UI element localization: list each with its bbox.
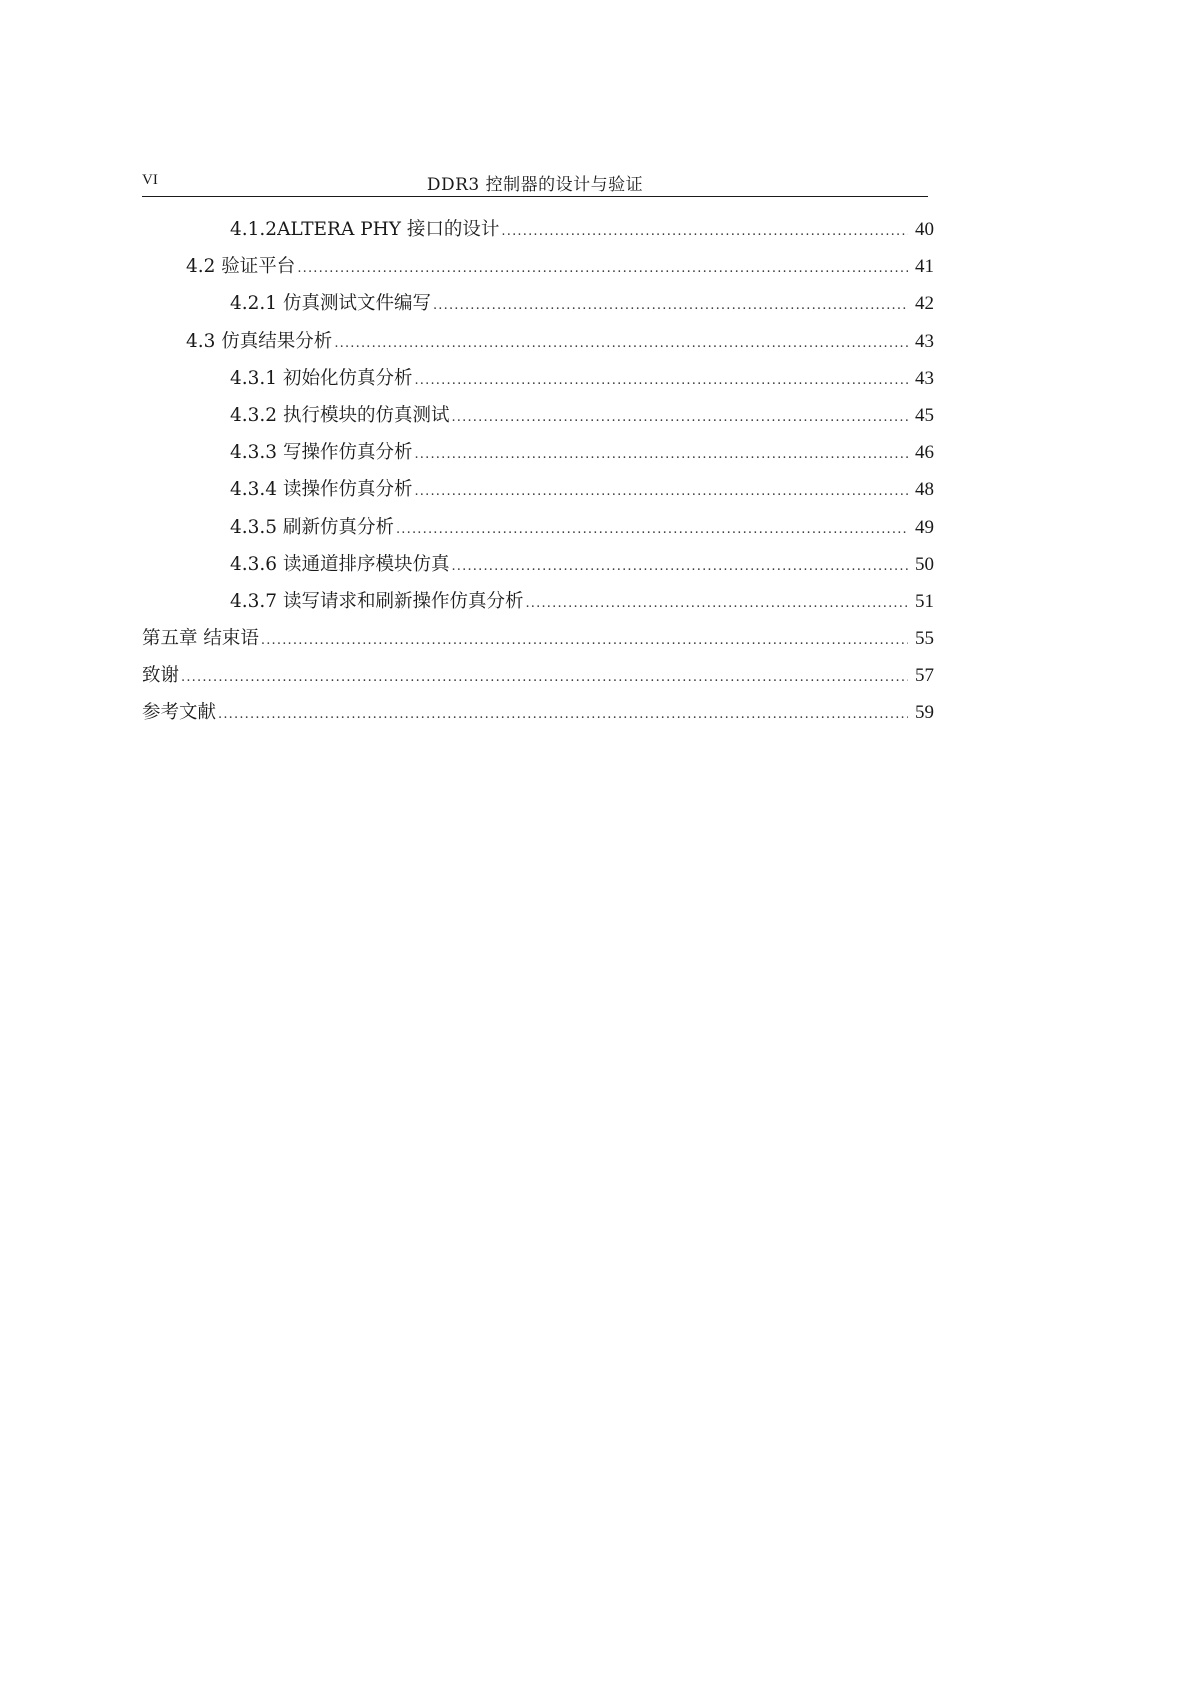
toc-entry[interactable] bbox=[142, 438, 934, 475]
toc-dot-leader bbox=[181, 670, 908, 685]
toc-dot-leader bbox=[297, 261, 908, 276]
toc-entry-label: 4.3.5 刷新仿真分析 bbox=[230, 516, 394, 538]
toc-entry[interactable] bbox=[142, 624, 934, 661]
toc-dot-leader bbox=[396, 522, 908, 537]
toc-entry[interactable] bbox=[142, 513, 934, 550]
toc-entry-page-number: 43 bbox=[915, 330, 934, 352]
toc-entry[interactable] bbox=[142, 475, 934, 512]
toc-entry-label: 4.1.2ALTERA PHY 接口的设计 bbox=[230, 219, 500, 240]
table-of-contents bbox=[142, 215, 934, 736]
toc-entry[interactable] bbox=[142, 364, 934, 401]
toc-entry-page-number: 50 bbox=[915, 553, 934, 575]
toc-dot-leader bbox=[451, 410, 908, 425]
toc-entry[interactable] bbox=[142, 661, 934, 698]
toc-dot-leader bbox=[501, 224, 908, 239]
running-header bbox=[142, 168, 928, 197]
toc-entry[interactable] bbox=[142, 587, 934, 624]
toc-entry-page-number: 43 bbox=[915, 367, 934, 389]
toc-dot-leader bbox=[414, 447, 908, 462]
toc-entry-label: 4.3.6 读通道排序模块仿真 bbox=[230, 553, 450, 575]
toc-entry-label: 致谢 bbox=[142, 665, 180, 687]
toc-entry-page-number: 55 bbox=[915, 628, 934, 650]
toc-entry-label: 4.3.2 执行模块的仿真测试 bbox=[230, 404, 450, 426]
toc-entry-page-number: 40 bbox=[915, 219, 934, 240]
toc-entry-label: 4.3.4 读操作仿真分析 bbox=[230, 479, 413, 501]
toc-entry-page-number: 42 bbox=[915, 293, 934, 315]
header-title: DDR3 控制器的设计与验证 bbox=[426, 175, 644, 195]
toc-dot-leader bbox=[525, 596, 908, 611]
toc-entry[interactable] bbox=[142, 327, 934, 364]
toc-entry-page-number: 57 bbox=[915, 665, 934, 687]
toc-entry[interactable] bbox=[142, 550, 934, 587]
toc-dot-leader bbox=[451, 559, 908, 574]
toc-entry-page-number: 48 bbox=[915, 479, 934, 501]
toc-dot-leader bbox=[334, 336, 908, 351]
toc-entry[interactable] bbox=[142, 698, 934, 735]
toc-entry-label: 4.3.7 读写请求和刷新操作仿真分析 bbox=[230, 590, 524, 612]
toc-entry-page-number: 45 bbox=[915, 404, 934, 426]
toc-entry[interactable] bbox=[142, 215, 934, 252]
toc-entry[interactable] bbox=[142, 401, 934, 438]
toc-entry-label: 4.2 验证平台 bbox=[186, 256, 296, 278]
toc-entry-label: 4.3 仿真结果分析 bbox=[186, 330, 333, 352]
toc-entry-page-number: 51 bbox=[915, 590, 934, 612]
toc-dot-leader bbox=[414, 484, 908, 499]
toc-entry-page-number: 46 bbox=[915, 442, 934, 464]
toc-entry-label: 4.3.3 写操作仿真分析 bbox=[230, 442, 413, 464]
toc-dot-leader bbox=[261, 633, 908, 648]
toc-dot-leader bbox=[414, 373, 908, 388]
toc-dot-leader bbox=[218, 707, 908, 722]
toc-dot-leader bbox=[433, 298, 908, 313]
toc-entry-page-number: 41 bbox=[915, 256, 934, 278]
toc-entry-label: 第五章 结束语 bbox=[142, 628, 259, 650]
toc-entry-label: 4.2.1 仿真测试文件编写 bbox=[230, 293, 431, 315]
toc-entry-label: 参考文献 bbox=[142, 702, 217, 724]
toc-entry-label: 4.3.1 初始化仿真分析 bbox=[230, 367, 413, 389]
header-page-number: VI bbox=[142, 172, 158, 188]
toc-entry-page-number: 49 bbox=[915, 516, 934, 538]
toc-entry[interactable] bbox=[142, 252, 934, 289]
toc-entry-page-number: 59 bbox=[915, 702, 934, 724]
toc-entry[interactable] bbox=[142, 289, 934, 326]
